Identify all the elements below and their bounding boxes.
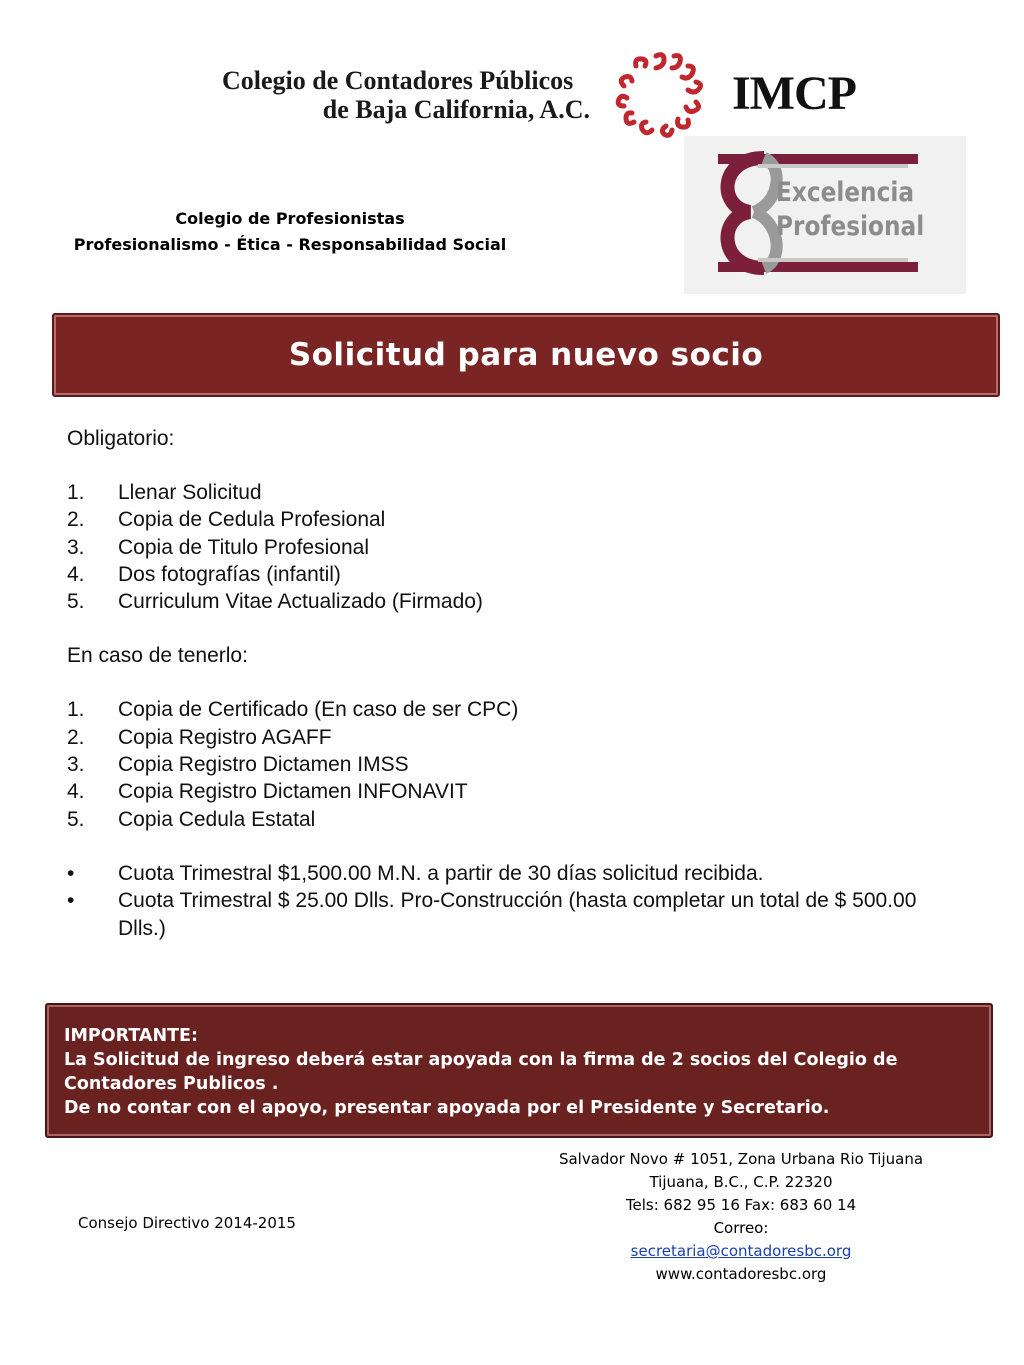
imcp-emblem-icon [610, 50, 710, 142]
obligatorio-heading: Obligatorio: [67, 427, 175, 450]
list-number: 2. [67, 508, 85, 532]
excelencia-profesional-logo [684, 136, 966, 294]
important-line1: La Solicitud de ingreso deberá estar apoyada con la firma de 2 socios del Colegio de Contadores Publicos . [64, 1050, 898, 1094]
motto-line2: Profesionalismo - Ética - Responsabilidad Social [73, 235, 507, 254]
requirements-section [67, 425, 937, 942]
title-banner [52, 313, 1000, 397]
list-item-text: Copia de Certificado (En caso de ser CPC) [118, 698, 519, 722]
list-number: 1. [67, 698, 85, 722]
list-number: 4. [67, 562, 85, 586]
website: www.contadoresbc.org [655, 1265, 827, 1283]
list-number: 4. [67, 780, 85, 804]
cuota-text: Cuota Trimestral $ 25.00 Dlls. Pro-Construcción (hasta completar un total de $ 500.00 Dlls.) [118, 889, 917, 940]
list-item-text: Copia Registro Dictamen INFONAVIT [118, 780, 468, 804]
cuota-item [67, 860, 937, 887]
list-number: 1. [67, 481, 85, 504]
list-item-text: Copia de Cedula Profesional [118, 508, 386, 532]
list-number: 5. [67, 807, 85, 831]
address-line2: Tijuana, B.C., C.P. 22320 [649, 1173, 833, 1191]
list-item-text: Copia Registro AGAFF [118, 725, 332, 749]
email-link[interactable]: secretaria@contadoresbc.org [630, 1242, 852, 1260]
list-item [67, 751, 937, 778]
motto [40, 206, 540, 258]
list-item [67, 588, 937, 615]
list-item-text: Copia de Titulo Profesional [118, 535, 369, 559]
college-name-line2: de Baja California, A.C. [322, 95, 590, 124]
list-item-text: Copia Cedula Estatal [118, 807, 316, 831]
email-line [500, 1217, 982, 1263]
cuota-item [67, 887, 937, 942]
list-item-text: Curriculum Vitae Actualizado (Firmado) [118, 590, 483, 614]
phones: Tels: 682 95 16 Fax: 683 60 14 [625, 1196, 857, 1214]
list-item [67, 479, 937, 506]
consejo-directivo: Consejo Directivo 2014-2015 [78, 1214, 296, 1232]
list-item [67, 806, 937, 833]
bullet: • [67, 889, 75, 913]
list-item-text: Llenar Solicitud [118, 481, 262, 504]
en-caso-list [67, 696, 937, 832]
list-number: 2. [67, 725, 85, 749]
cuota-text: Cuota Trimestral $1,500.00 M.N. a partir de 30 días solicitud recibida. [118, 861, 764, 885]
contact-address [500, 1148, 982, 1286]
important-heading: IMPORTANTE: [64, 1026, 198, 1046]
en-caso-heading: En caso de tenerlo: [67, 644, 248, 668]
list-item-text: Dos fotografías (infantil) [118, 562, 341, 586]
cuotas-list [67, 860, 937, 942]
list-item-text: Copia Registro Dictamen IMSS [118, 753, 409, 777]
address-line1: Salvador Novo # 1051, Zona Urbana Rio Tijuana [558, 1150, 924, 1168]
excelencia-line1: Excelencia [776, 177, 914, 208]
list-number: 3. [67, 535, 85, 559]
list-item [67, 778, 937, 805]
obligatorio-list [67, 479, 937, 615]
college-name-line1: Colegio de Contadores Públicos [222, 66, 574, 95]
list-item [67, 534, 937, 561]
page-title: Solicitud para nuevo socio [288, 337, 764, 373]
list-number: 5. [67, 590, 85, 614]
important-notice [45, 1003, 993, 1138]
excelencia-line2: Profesional [776, 211, 925, 242]
important-line2: De no contar con el apoyo, presentar apoyada por el Presidente y Secretario. [64, 1098, 830, 1118]
list-item [67, 724, 937, 751]
imcp-logo-text: IMCP [732, 67, 856, 120]
excelencia-text [776, 176, 924, 244]
email-label: Correo: [713, 1219, 769, 1237]
list-number: 3. [67, 753, 85, 777]
college-name-logo-text [222, 66, 594, 124]
list-item [67, 506, 937, 533]
list-item [67, 696, 937, 723]
motto-line1: Colegio de Profesionistas [175, 209, 405, 228]
bullet: • [67, 861, 75, 885]
list-item [67, 561, 937, 588]
